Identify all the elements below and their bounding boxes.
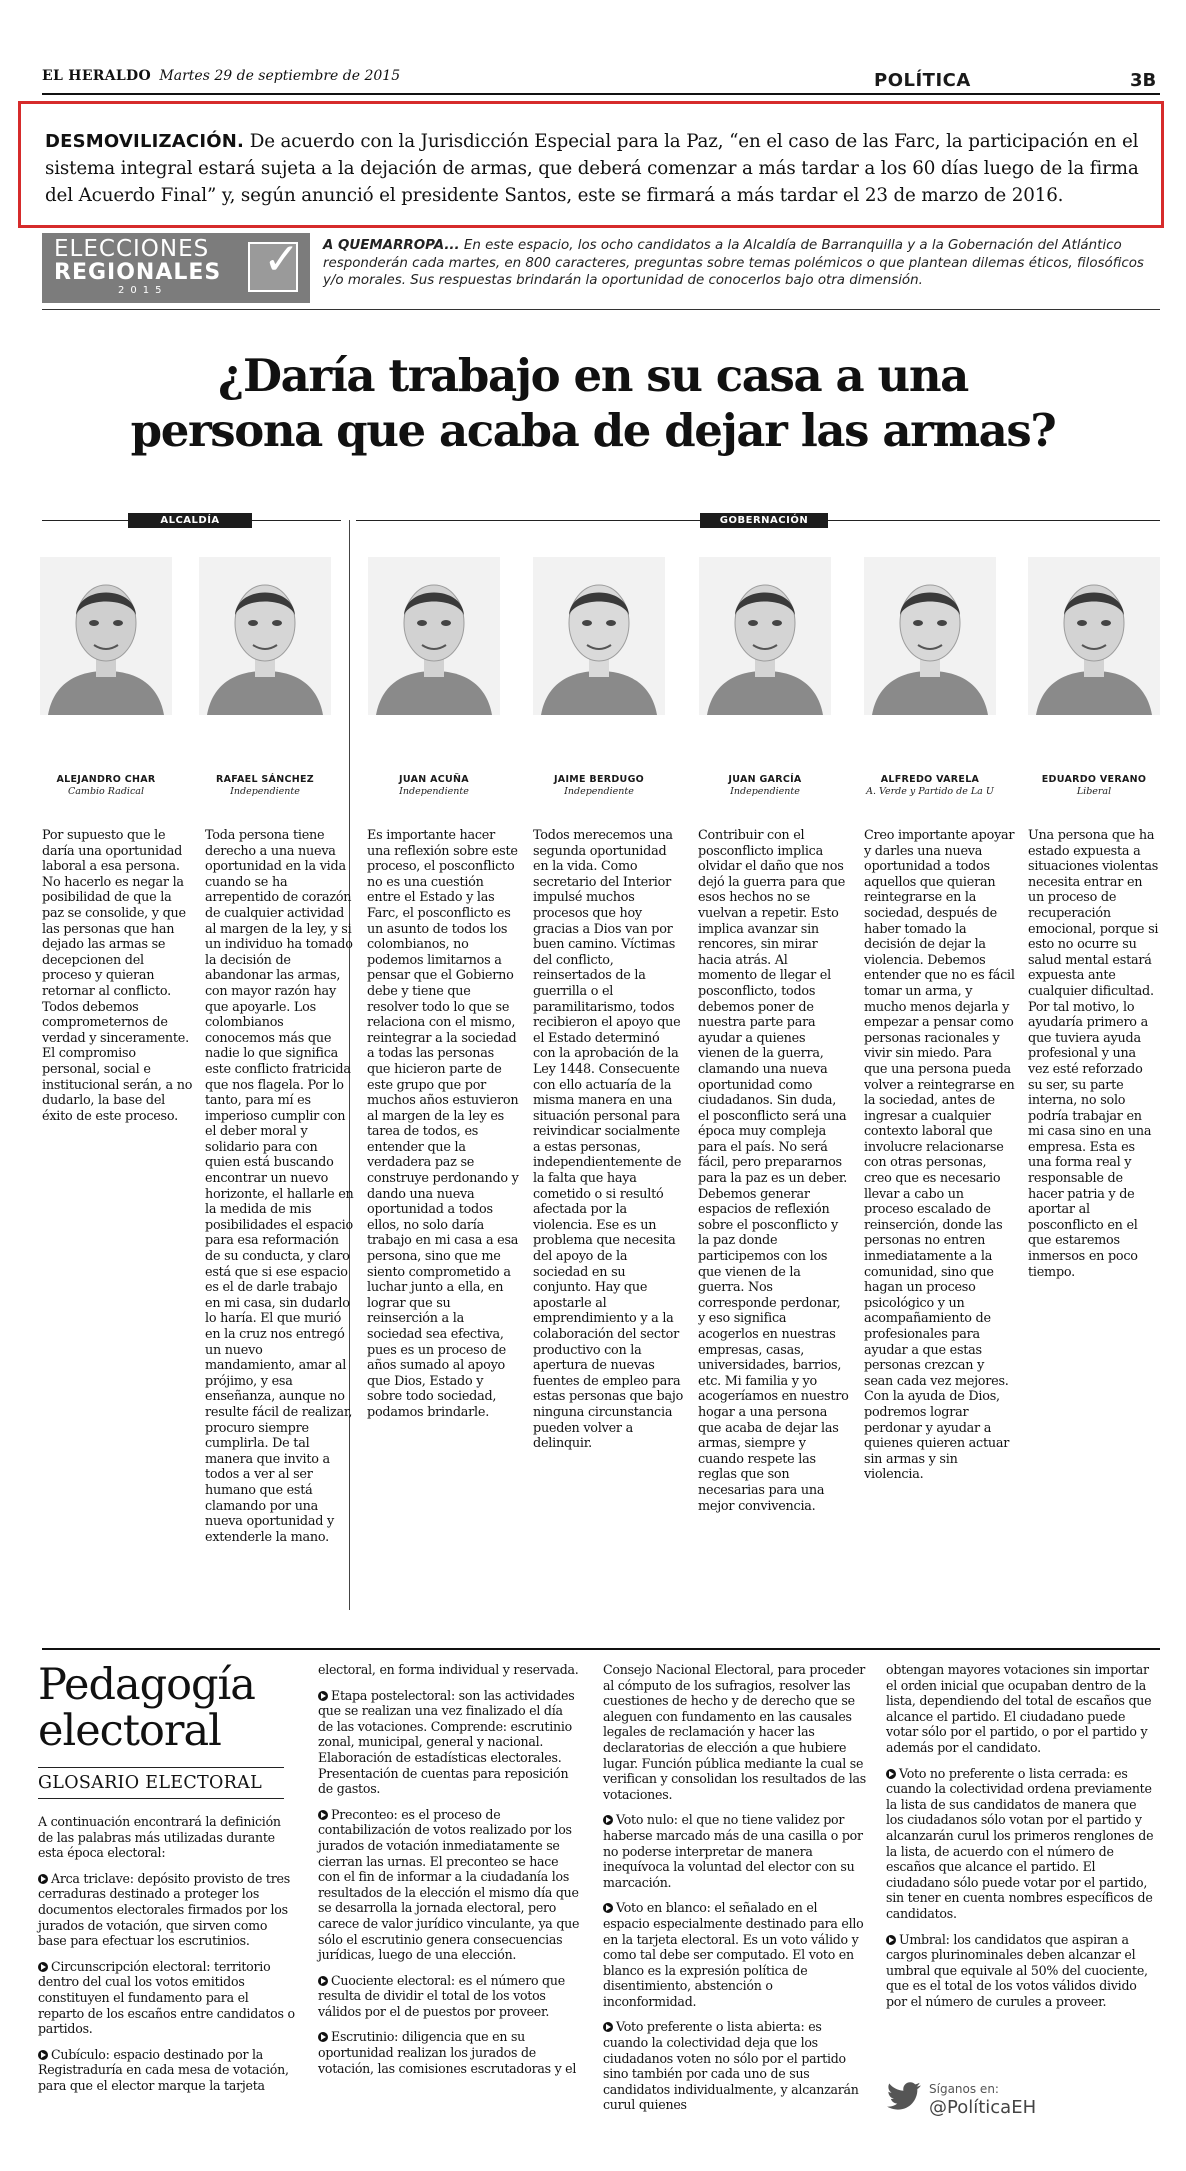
candidate-party: Independiente	[564, 786, 634, 797]
glossary-entry	[318, 1807, 580, 1963]
glossary-title-line2: electoral	[38, 1706, 221, 1756]
candidate-portrait	[1028, 557, 1160, 715]
arrow-bullet-icon	[318, 1810, 328, 1820]
glossary-title-line1: Pedagogía	[38, 1660, 255, 1710]
glossary-entry-text: Preconteo: es el proceso de contabilización de votos realizado por los jurados de votación inmediatamente se cierran las urnas. El preconteo se hace con el fin de informar a la ciudadanía los resultados de la elección el mismo día que se desarrolla la jornada electoral, pero carece de valor jurídico vinculante, ya que sólo el escrutinio genera consecuencias jurídicas, luego de una elección.	[318, 1806, 580, 1963]
candidate-name: RAFAEL SÁNCHEZ	[216, 774, 314, 785]
candidate-answer: Por supuesto que le daría una oportunidad laboral a esa persona. No hacerlo es negar la posibilidad de que la paz se consolide, y que las personas que han dejado las armas se decepcionen del proceso y quieran retornar al conflicto. Todos debemos comprometernos de verdad y sinceramente. El compromiso personal, social e institucional serán, a no dudarlo, la base del éxito de este proceso.	[42, 828, 193, 1124]
section-name: POLÍTICA	[874, 70, 971, 91]
glossary-entry	[603, 1812, 867, 1890]
glossary-entry	[318, 1688, 580, 1797]
candidate-portrait	[533, 557, 665, 715]
intro-kicker: A QUEMARROPA...	[323, 238, 460, 253]
glossary-entry	[318, 2029, 580, 2076]
logo-line1: ELECCIONES	[54, 236, 210, 262]
arrow-bullet-icon	[886, 1769, 896, 1779]
glossary-entry	[603, 2019, 867, 2113]
glossary-entry-text: Umbral: los candidatos que aspiran a cargos plurinominales deben alcanzar el umbral que equivale al 50% del cuociente, que es el total de los votos válidos divido por el número de curules a proveer.	[886, 1931, 1148, 2009]
candidate-party: A. Verde y Partido de La U	[866, 786, 994, 797]
candidate-name: EDUARDO VERANO	[1041, 774, 1147, 785]
candidate-answer: Creo importante apoyar y darles una nueva oportunidad a todos aquellos que quieran reintegrarse en la sociedad, después de haber tomado la decisión de dejar la violencia. Debemos entender que no es fácil tomar un arma, y mucho menos dejarla y empezar a pensar como personas racionales y vivir sin miedo. Para que una persona pueda volver a reintegrarse en la sociedad, antes de ingresar a cualquier contexto laboral que involucre relacionarse con otras personas, creo que es necesario llevar a cabo un proceso escalado de reinserción, donde las personas no entren inmediatamente a la comunidad, sino que hagan un proceso psicológico y un acompañamiento de profesionales para ayudar a que estas personas crezcan y sean cada vez mejores. Con la ayuda de Dios, podremos lograr perdonar y ayudar a quienes quieren actuar sin armas y sin violencia.	[864, 828, 1015, 1483]
category-alcaldia: ALCALDÍA	[128, 513, 252, 528]
glossary-entry-text: Voto en blanco: el señalado en el espacio especialmente destinado para ello en la tarjeta electoral. Es un voto válido y como tal debe ser computado. El voto en blanco es la expresión política de disentimiento, abstención o inconformidad.	[603, 1900, 864, 2009]
social-label: Síganos en:	[929, 2082, 999, 2096]
candidate-name: JAIME BERDUGO	[553, 774, 645, 785]
glossary-continuation-4: obtengan mayores votaciones sin importar el orden inicial que ocupaban dentro de la lista, dependiendo del total de escaños que alcance el partido. El ciudadano puede votar sólo por el partido, o por el partido y además por el candidato.	[886, 1662, 1152, 1755]
candidate-name: JUAN GARCÍA	[728, 774, 802, 785]
page-number: 3B	[1130, 70, 1157, 91]
section-rule	[42, 1648, 1160, 1650]
headline	[0, 348, 1186, 458]
candidate-name: JUAN ACUÑA	[399, 774, 469, 785]
intro-rule	[42, 309, 1160, 310]
glossary-entry-text: Voto nulo: el que no tiene validez por haberse marcado más de una casilla o por no poderse interpretar de manera inequívoca la voluntad del elector con su marcación.	[603, 1812, 863, 1890]
arrow-bullet-icon	[603, 1903, 613, 1913]
headline-line2: persona que acaba de dejar las armas?	[130, 404, 1056, 457]
candidate-answer: Una persona que ha estado expuesta a situaciones violentas necesita entrar en un proceso de recuperación emocional, porque si esto no ocurre su salud mental estará expuesta ante cualquier dificultad. Por tal motivo, lo ayudaría primero a que tuviera ayuda profesional y una vez esté reforzado su ser, su parte interna, no solo podría trabajar en mi casa sino en una empresa. Esta es una forma real y responsable de hacer patria y de aportar al posconflicto en el que estaremos inmersos en poco tiempo.	[1028, 828, 1159, 1280]
highlight-paragraph	[45, 128, 1147, 209]
glossary-column-4	[886, 1662, 1154, 2019]
arrow-bullet-icon	[38, 1962, 48, 1972]
portrait-silhouette	[40, 557, 172, 715]
candidate-party: Independiente	[730, 786, 800, 797]
glossary-entry	[886, 1932, 1154, 2010]
candidate-party: Liberal	[1076, 786, 1112, 797]
glossary-entry-text: Voto no preferente o lista cerrada: es cuando la colectividad ordena previamente la lista de sus candidatos de manera que los ciudadanos sólo votan por el partido y alcanzarán curul los primeros renglones de la lista, de acuerdo con el número de escaños que alcance el partido. El ciudadano sólo puede votar por el partido, sin tener en cuenta nombres específicos de candidatos.	[886, 1765, 1154, 1921]
candidate-portrait	[40, 557, 172, 715]
candidate-answer: Todos merecemos una segunda oportunidad en la vida. Como secretario del Interior impulsé muchos procesos que hoy gracias a Dios van por buen camino. Víctimas del conflicto, reinsertados de la guerrilla o el paramilitarismo, todos recibieron el apoyo que el Estado determinó con la aprobación de la Ley 1448. Consecuente con ello actuaría de la misma manera en una situación personal para reivindicar socialmente a estas personas, independientemente de la falta que haya cometido o si resultó afectada por la violencia. Ese es un problema que necesita del apoyo de la sociedad en su conjunto. Hay que apostarle al emprendimiento y a la colaboración del sector productivo con la apertura de nuevas fuentes de empleo para estas personas que bajo ninguna circunstancia pueden volver a delinquir.	[533, 828, 684, 1452]
candidate-party: Cambio Radical	[68, 786, 144, 797]
candidate-party: Independiente	[230, 786, 300, 797]
glossary-continuation-3: Consejo Nacional Electoral, para proceder al cómputo de los sufragios, resolver las cuestiones de hecho y de derecho que se aleguen con fundamento en las causales legales de reclamación y hacer las declaratorias de elección a que hubiere lugar. Función pública mediante la cual se verifican y consolidan los resultados de las votaciones.	[603, 1662, 866, 1802]
glossary-entry-text: Cubículo: espacio destinado por la Registraduría en cada mesa de votación, para que el elector marque la tarjeta	[38, 2046, 289, 2093]
arrow-bullet-icon	[318, 2032, 328, 2042]
arrow-bullet-icon	[603, 2022, 613, 2032]
newspaper-name: EL HERALDO	[42, 68, 151, 84]
portrait-silhouette	[533, 557, 665, 715]
logo-year: 2015	[118, 285, 168, 296]
twitter-bird-icon	[886, 2082, 922, 2112]
portrait-silhouette	[368, 557, 500, 715]
glossary-title	[38, 1662, 255, 1754]
candidate-name: ALEJANDRO CHAR	[56, 774, 156, 785]
glossary-entry-text: Circunscripción electoral: territorio dentro del cual los votos emitidos constituyen el fundamento para el reparto de los escaños entre candidatos o partidos.	[38, 1958, 295, 2037]
check-mark: ✓	[263, 234, 300, 285]
intro-text	[323, 237, 1155, 290]
glossary-entries-2	[318, 1688, 580, 2077]
glossary-entry-text: Arca triclave: depósito provisto de tres cerraduras destinado a proteger los documentos electorales firmados por los jurados de votación, que sirven como base para efectuar los escrutinios.	[38, 1870, 290, 1949]
glossary-entries-4	[886, 1766, 1154, 2010]
candidate-portrait	[864, 557, 996, 715]
elecciones-logo	[42, 233, 310, 303]
glossary-entry	[38, 1871, 296, 1949]
glossary-column-2	[318, 1662, 580, 2086]
intro-body: En este espacio, los ocho candidatos a la Alcaldía de Barranquilla y a la Gobernación del Atlántico responderán cada martes, en 800 caracteres, preguntas sobre temas polémicos o que plantean dilemas éticos, filosóficos y/o morales. Sus respuestas brindarán la oportunidad de conocerlos bajo otra dimensión.	[323, 238, 1144, 288]
glossary-entry-text: Etapa postelectoral: son las actividades que se realizan una vez finalizado el día de las votaciones. Comprende: escrutinio zonal, municipal, general y nacional. Elaboración de estadísticas electorales. Presentación de cuentas para reposición de gastos.	[318, 1687, 575, 1797]
glossary-intro: A continuación encontrará la definición de las palabras más utilizadas durante esta época electoral:	[38, 1814, 281, 1861]
category-gobernacion: GOBERNACIÓN	[700, 513, 828, 528]
arrow-bullet-icon	[318, 1691, 328, 1701]
portrait-silhouette	[699, 557, 831, 715]
portrait-silhouette	[1028, 557, 1160, 715]
glossary-entry-text: Voto preferente o lista abierta: es cuando la colectividad deja que los ciudadanos voten no sólo por el partido sino también por cada uno de sus candidatos individualmente, y alcanzarán curul quienes	[603, 2019, 859, 2113]
glossary-column-3	[603, 1662, 867, 2123]
arrow-bullet-icon	[38, 1874, 48, 1884]
portrait-silhouette	[199, 557, 331, 715]
glossary-entry	[886, 1766, 1154, 1922]
candidate-portrait	[368, 557, 500, 715]
glossary-entry	[603, 1900, 867, 2009]
masthead	[42, 68, 400, 84]
glossary-entries-3	[603, 1812, 867, 2113]
glossary-entry-text: Cuociente electoral: es el número que resulta de dividir el total de los votos válidos por el de puestos por proveer.	[318, 1972, 565, 2019]
glossary-entry	[318, 1973, 580, 2020]
arrow-bullet-icon	[603, 1815, 613, 1825]
twitter-handle[interactable]: @PolíticaEH	[929, 2097, 1037, 2118]
candidate-answer: Toda persona tiene derecho a una nueva oportunidad en la vida cuando se ha arrepentido de corazón de cualquier actividad al margen de la ley, y si un individuo ha tomado la decisión de abandonar las armas, con mayor razón hay que apoyarle. Los colombianos conocemos más que nadie lo que significa este conflicto fratricida que nos flagela. Por lo tanto, para mí es imperioso cumplir con el deber moral y solidario para con quien está buscando encontrar un nuevo horizonte, el hallarle en la medida de mis posibilidades el espacio para esa reformación de su conducta, y claro está que si ese espacio es el de darle trabajo en mi casa, sin dudarlo lo haría. El que murió en la cruz nos entregó un nuevo mandamiento, amar al prójimo, y esa enseñanza, aunque no resulte fácil de realizar, procuro siempre cumplirla. De tal manera que invito a todos a ver al ser humano que está clamando por una nueva oportunidad y extenderle la mano.	[205, 828, 354, 1545]
candidate-answer: Contribuir con el posconflicto implica olvidar el daño que nos dejó la guerra para que esos hechos no se vuelvan a repetir. Esto implica avanzar sin rencores, sin mirar hacia atrás. Al momento de llegar el posconflicto, todos debemos poner de nuestra parte para ayudar a quienes vienen de la guerra, clamando una nueva oportunidad como ciudadanos. Sin duda, el posconflicto será una época muy compleja para el país. No será fácil, pero prepararnos para la paz es un deber. Debemos generar espacios de reflexión sobre el posconflicto y la paz donde participemos con los que vienen de la guerra. Nos corresponde perdonar, y eso significa acogerlos en nuestras empresas, casas, universidades, barrios, etc. Mi familia y yo acogeríamos en nuestro hogar a una persona que acaba de dejar las armas, siempre y cuando respete las reglas que son necesarias para una mejor convivencia.	[698, 828, 849, 1514]
candidate-answer: Es importante hacer una reflexión sobre este proceso, el posconflicto no es una cuestión entre el Estado y las Farc, el posconflicto es un asunto de todos los colombianos, no podemos limitarnos a pensar que el Gobierno debe y tiene que resolver todo lo que se relaciona con el mismo, reintegrar a la sociedad a todas las personas que hicieron parte de este grupo que por muchos años estuvieron al margen de la ley es tarea de todos, es entender que la verdadera paz se construye perdonando y dando una nueva oportunidad a todos ellos, no solo daría trabajo en mi casa a esa persona, sino que me siento comprometido a luchar junto a ella, en lograr que su reinserción a la sociedad sea efectiva, pues es un proceso de años sumado al apoyo que Dios, Estado y sobre todo sociedad, podamos brindarle.	[367, 828, 519, 1420]
portrait-silhouette	[864, 557, 996, 715]
glossary-entries-1	[38, 1871, 296, 2094]
logo-line2: REGIONALES	[54, 260, 222, 285]
glossary-rule-top	[38, 1767, 284, 1768]
glossary-continuation-2: electoral, en forma individual y reservada.	[318, 1662, 579, 1677]
masthead-rule	[42, 93, 1160, 95]
glossary-entry	[38, 2047, 296, 2094]
glossary-entry	[38, 1959, 296, 2037]
glossary-entry-text: Escrutinio: diligencia que en su oportunidad realizan los jurados de votación, las comisiones escrutadoras y el	[318, 2029, 577, 2076]
candidate-portrait	[699, 557, 831, 715]
glossary-column-1	[38, 1814, 296, 2104]
highlight-box	[18, 101, 1164, 228]
candidate-party: Independiente	[399, 786, 469, 797]
headline-line1: ¿Daría trabajo en su casa a una	[218, 349, 968, 402]
arrow-bullet-icon	[318, 1976, 328, 1986]
arrow-bullet-icon	[886, 1935, 896, 1945]
arrow-bullet-icon	[38, 2050, 48, 2060]
candidate-name: ALFREDO VARELA	[880, 774, 980, 785]
highlight-kicker: DESMOVILIZACIÓN.	[45, 131, 245, 152]
glossary-subtitle: GLOSARIO ELECTORAL	[38, 1773, 262, 1793]
glossary-rule-bottom	[38, 1798, 284, 1799]
candidate-portrait	[199, 557, 331, 715]
highlight-text: De acuerdo con la Jurisdicción Especial para la Paz, “en el caso de las Farc, la participación en el sistema integral estará sujeta a la dejación de armas, que deberá comenzar a más tardar a los 60 días luego de la firma del Acuerdo Final” y, según anunció el presidente Santos, este se firmará a más tardar el 23 de marzo de 2016.	[45, 131, 1139, 206]
publication-date: Martes 29 de septiembre de 2015	[159, 68, 401, 84]
